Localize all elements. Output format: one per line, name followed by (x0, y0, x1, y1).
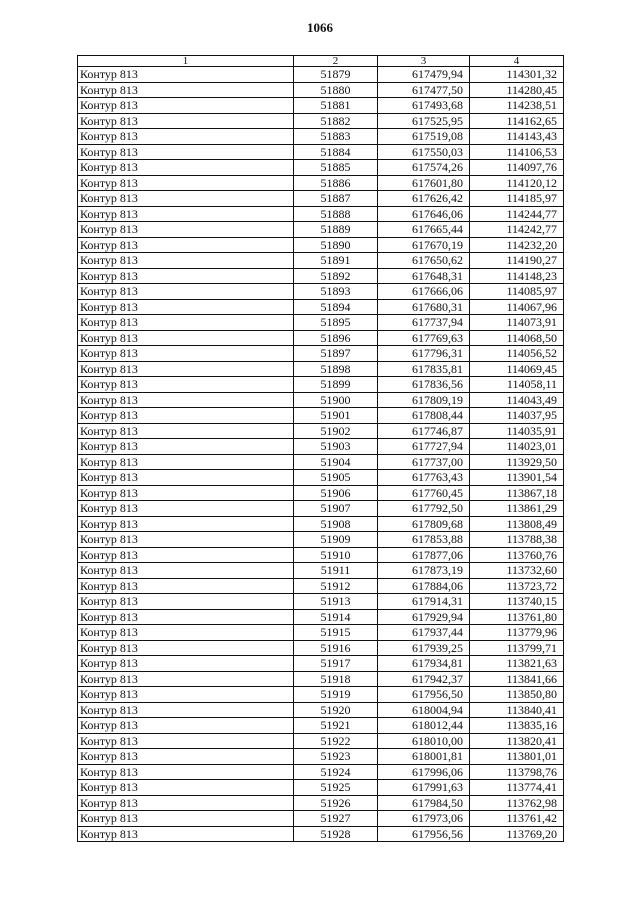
point-number-cell: 51924 (294, 764, 378, 780)
x-coordinate-cell: 617646,06 (378, 206, 470, 222)
table-row (78, 144, 564, 160)
contour-name-cell: Контур 813 (78, 454, 294, 470)
x-coordinate-cell: 617746,87 (378, 423, 470, 439)
y-coordinate-cell: 114068,50 (470, 330, 564, 346)
page-number: 1066 (307, 20, 333, 35)
y-coordinate-cell: 113840,41 (470, 702, 564, 718)
x-coordinate-cell: 617835,81 (378, 361, 470, 377)
contour-name-cell: Контур 813 (78, 795, 294, 811)
point-number-cell: 51896 (294, 330, 378, 346)
table-row (78, 315, 564, 331)
y-coordinate-cell: 114238,51 (470, 98, 564, 114)
x-coordinate-cell: 617760,45 (378, 485, 470, 501)
y-coordinate-cell: 113740,15 (470, 594, 564, 610)
x-coordinate-cell: 617991,63 (378, 780, 470, 796)
y-coordinate-cell: 113867,18 (470, 485, 564, 501)
point-number-cell: 51928 (294, 826, 378, 842)
contour-name-cell: Контур 813 (78, 361, 294, 377)
table-row (78, 656, 564, 672)
contour-name-cell: Контур 813 (78, 687, 294, 703)
table-row (78, 268, 564, 284)
y-coordinate-cell: 114056,52 (470, 346, 564, 362)
contour-name-cell: Контур 813 (78, 826, 294, 842)
table-row (78, 330, 564, 346)
x-coordinate-cell: 617680,31 (378, 299, 470, 315)
x-coordinate-cell: 618001,81 (378, 749, 470, 765)
column-header-4: 4 (470, 56, 564, 67)
y-coordinate-cell: 114232,20 (470, 237, 564, 253)
y-coordinate-cell: 114280,45 (470, 82, 564, 98)
table-header-row (78, 56, 564, 67)
contour-name-cell: Контур 813 (78, 408, 294, 424)
point-number-cell: 51915 (294, 625, 378, 641)
x-coordinate-cell: 617956,50 (378, 687, 470, 703)
contour-name-cell: Контур 813 (78, 82, 294, 98)
table-body (78, 67, 564, 842)
contour-name-cell: Контур 813 (78, 377, 294, 393)
y-coordinate-cell: 114085,97 (470, 284, 564, 300)
y-coordinate-cell: 113788,38 (470, 532, 564, 548)
x-coordinate-cell: 617550,03 (378, 144, 470, 160)
point-number-cell: 51885 (294, 160, 378, 176)
point-number-cell: 51911 (294, 563, 378, 579)
point-number-cell: 51884 (294, 144, 378, 160)
y-coordinate-cell: 114148,23 (470, 268, 564, 284)
x-coordinate-cell: 617769,63 (378, 330, 470, 346)
point-number-cell: 51889 (294, 222, 378, 238)
point-number-cell: 51927 (294, 811, 378, 827)
x-coordinate-cell: 617996,06 (378, 764, 470, 780)
table-row (78, 811, 564, 827)
table-row (78, 253, 564, 269)
table-row (78, 671, 564, 687)
table-row (78, 454, 564, 470)
contour-name-cell: Контур 813 (78, 206, 294, 222)
table-row (78, 532, 564, 548)
table-row (78, 361, 564, 377)
x-coordinate-cell: 617929,94 (378, 609, 470, 625)
y-coordinate-cell: 113861,29 (470, 501, 564, 517)
point-number-cell: 51920 (294, 702, 378, 718)
x-coordinate-cell: 617737,94 (378, 315, 470, 331)
contour-name-cell: Контур 813 (78, 346, 294, 362)
x-coordinate-cell: 617650,62 (378, 253, 470, 269)
contour-name-cell: Контур 813 (78, 330, 294, 346)
table-row (78, 160, 564, 176)
x-coordinate-cell: 617601,80 (378, 175, 470, 191)
table-row (78, 501, 564, 517)
point-number-cell: 51907 (294, 501, 378, 517)
contour-name-cell: Контур 813 (78, 160, 294, 176)
contour-name-cell: Контур 813 (78, 702, 294, 718)
x-coordinate-cell: 617937,44 (378, 625, 470, 641)
table-row (78, 640, 564, 656)
contour-name-cell: Контур 813 (78, 764, 294, 780)
y-coordinate-cell: 113774,41 (470, 780, 564, 796)
table-row (78, 377, 564, 393)
table-row (78, 346, 564, 362)
x-coordinate-cell: 617525,95 (378, 113, 470, 129)
point-number-cell: 51925 (294, 780, 378, 796)
table-row (78, 780, 564, 796)
point-number-cell: 51882 (294, 113, 378, 129)
x-coordinate-cell: 617877,06 (378, 547, 470, 563)
table-row (78, 191, 564, 207)
y-coordinate-cell: 114067,96 (470, 299, 564, 315)
point-number-cell: 51894 (294, 299, 378, 315)
y-coordinate-cell: 114037,95 (470, 408, 564, 424)
table-row (78, 82, 564, 98)
y-coordinate-cell: 113798,76 (470, 764, 564, 780)
contour-name-cell: Контур 813 (78, 144, 294, 160)
y-coordinate-cell: 114069,45 (470, 361, 564, 377)
table-row (78, 423, 564, 439)
x-coordinate-cell: 617809,68 (378, 516, 470, 532)
table-row (78, 284, 564, 300)
contour-name-cell: Контур 813 (78, 113, 294, 129)
x-coordinate-cell: 617808,44 (378, 408, 470, 424)
y-coordinate-cell: 113850,80 (470, 687, 564, 703)
y-coordinate-cell: 113769,20 (470, 826, 564, 842)
point-number-cell: 51905 (294, 470, 378, 486)
table-row (78, 702, 564, 718)
contour-name-cell: Контур 813 (78, 439, 294, 455)
contour-name-cell: Контур 813 (78, 640, 294, 656)
x-coordinate-cell: 617792,50 (378, 501, 470, 517)
contour-name-cell: Контур 813 (78, 470, 294, 486)
y-coordinate-cell: 113760,76 (470, 547, 564, 563)
y-coordinate-cell: 114162,65 (470, 113, 564, 129)
y-coordinate-cell: 113761,42 (470, 811, 564, 827)
table-row (78, 129, 564, 145)
table-row (78, 578, 564, 594)
table-row (78, 563, 564, 579)
point-number-cell: 51909 (294, 532, 378, 548)
y-coordinate-cell: 113841,66 (470, 671, 564, 687)
y-coordinate-cell: 114301,32 (470, 67, 564, 83)
table-row (78, 749, 564, 765)
x-coordinate-cell: 618004,94 (378, 702, 470, 718)
table-row (78, 733, 564, 749)
y-coordinate-cell: 114043,49 (470, 392, 564, 408)
contour-name-cell: Контур 813 (78, 67, 294, 83)
point-number-cell: 51923 (294, 749, 378, 765)
x-coordinate-cell: 617519,08 (378, 129, 470, 145)
point-number-cell: 51901 (294, 408, 378, 424)
y-coordinate-cell: 114097,76 (470, 160, 564, 176)
column-header-2: 2 (294, 56, 378, 67)
y-coordinate-cell: 113820,41 (470, 733, 564, 749)
table-row (78, 237, 564, 253)
y-coordinate-cell: 113835,16 (470, 718, 564, 734)
table-row (78, 222, 564, 238)
point-number-cell: 51917 (294, 656, 378, 672)
contour-name-cell: Контур 813 (78, 284, 294, 300)
x-coordinate-cell: 617884,06 (378, 578, 470, 594)
contour-name-cell: Контур 813 (78, 175, 294, 191)
point-number-cell: 51910 (294, 547, 378, 563)
contour-name-cell: Контур 813 (78, 609, 294, 625)
x-coordinate-cell: 617914,31 (378, 594, 470, 610)
point-number-cell: 51892 (294, 268, 378, 284)
table-row (78, 113, 564, 129)
table-row (78, 175, 564, 191)
table-row (78, 299, 564, 315)
table-row (78, 718, 564, 734)
contour-name-cell: Контур 813 (78, 485, 294, 501)
x-coordinate-cell: 617809,19 (378, 392, 470, 408)
y-coordinate-cell: 114185,97 (470, 191, 564, 207)
x-coordinate-cell: 618012,44 (378, 718, 470, 734)
contour-name-cell: Контур 813 (78, 547, 294, 563)
y-coordinate-cell: 113821,63 (470, 656, 564, 672)
point-number-cell: 51912 (294, 578, 378, 594)
contour-name-cell: Контур 813 (78, 222, 294, 238)
y-coordinate-cell: 113901,54 (470, 470, 564, 486)
y-coordinate-cell: 113723,72 (470, 578, 564, 594)
point-number-cell: 51906 (294, 485, 378, 501)
column-header-1: 1 (78, 56, 294, 67)
y-coordinate-cell: 113801,01 (470, 749, 564, 765)
x-coordinate-cell: 617836,56 (378, 377, 470, 393)
y-coordinate-cell: 113762,98 (470, 795, 564, 811)
table-row (78, 594, 564, 610)
y-coordinate-cell: 114073,91 (470, 315, 564, 331)
y-coordinate-cell: 114120,12 (470, 175, 564, 191)
contour-name-cell: Контур 813 (78, 671, 294, 687)
point-number-cell: 51921 (294, 718, 378, 734)
point-number-cell: 51880 (294, 82, 378, 98)
y-coordinate-cell: 114106,53 (470, 144, 564, 160)
point-number-cell: 51891 (294, 253, 378, 269)
x-coordinate-cell: 617479,94 (378, 67, 470, 83)
point-number-cell: 51904 (294, 454, 378, 470)
point-number-cell: 51887 (294, 191, 378, 207)
point-number-cell: 51916 (294, 640, 378, 656)
contour-name-cell: Контур 813 (78, 501, 294, 517)
table-row (78, 609, 564, 625)
x-coordinate-cell: 617956,56 (378, 826, 470, 842)
point-number-cell: 51919 (294, 687, 378, 703)
x-coordinate-cell: 617727,94 (378, 439, 470, 455)
y-coordinate-cell: 113779,96 (470, 625, 564, 641)
point-number-cell: 51897 (294, 346, 378, 362)
point-number-cell: 51903 (294, 439, 378, 455)
x-coordinate-cell: 617939,25 (378, 640, 470, 656)
contour-name-cell: Контур 813 (78, 718, 294, 734)
point-number-cell: 51914 (294, 609, 378, 625)
table-row (78, 687, 564, 703)
x-coordinate-cell: 617934,81 (378, 656, 470, 672)
table-row (78, 764, 564, 780)
x-coordinate-cell: 617670,19 (378, 237, 470, 253)
y-coordinate-cell: 114242,77 (470, 222, 564, 238)
y-coordinate-cell: 113761,80 (470, 609, 564, 625)
point-number-cell: 51918 (294, 671, 378, 687)
contour-name-cell: Контур 813 (78, 532, 294, 548)
table-row (78, 795, 564, 811)
x-coordinate-cell: 617493,68 (378, 98, 470, 114)
contour-name-cell: Контур 813 (78, 733, 294, 749)
contour-name-cell: Контур 813 (78, 392, 294, 408)
contour-name-cell: Контур 813 (78, 423, 294, 439)
contour-name-cell: Контур 813 (78, 811, 294, 827)
point-number-cell: 51893 (294, 284, 378, 300)
point-number-cell: 51879 (294, 67, 378, 83)
y-coordinate-cell: 113799,71 (470, 640, 564, 656)
contour-name-cell: Контур 813 (78, 656, 294, 672)
point-number-cell: 51900 (294, 392, 378, 408)
y-coordinate-cell: 114023,01 (470, 439, 564, 455)
point-number-cell: 51913 (294, 594, 378, 610)
y-coordinate-cell: 113808,49 (470, 516, 564, 532)
y-coordinate-cell: 113732,60 (470, 563, 564, 579)
point-number-cell: 51881 (294, 98, 378, 114)
point-number-cell: 51899 (294, 377, 378, 393)
x-coordinate-cell: 618010,00 (378, 733, 470, 749)
point-number-cell: 51902 (294, 423, 378, 439)
y-coordinate-cell: 114143,43 (470, 129, 564, 145)
table-row (78, 439, 564, 455)
point-number-cell: 51908 (294, 516, 378, 532)
contour-name-cell: Контур 813 (78, 563, 294, 579)
table-row (78, 470, 564, 486)
x-coordinate-cell: 617853,88 (378, 532, 470, 548)
contour-name-cell: Контур 813 (78, 268, 294, 284)
x-coordinate-cell: 617873,19 (378, 563, 470, 579)
table-row (78, 516, 564, 532)
x-coordinate-cell: 617984,50 (378, 795, 470, 811)
point-number-cell: 51886 (294, 175, 378, 191)
x-coordinate-cell: 617973,06 (378, 811, 470, 827)
point-number-cell: 51922 (294, 733, 378, 749)
y-coordinate-cell: 113929,50 (470, 454, 564, 470)
contour-name-cell: Контур 813 (78, 237, 294, 253)
contour-name-cell: Контур 813 (78, 253, 294, 269)
point-number-cell: 51895 (294, 315, 378, 331)
coordinates-table (77, 55, 564, 842)
contour-name-cell: Контур 813 (78, 749, 294, 765)
contour-name-cell: Контур 813 (78, 594, 294, 610)
point-number-cell: 51890 (294, 237, 378, 253)
x-coordinate-cell: 617737,00 (378, 454, 470, 470)
contour-name-cell: Контур 813 (78, 516, 294, 532)
table-row (78, 67, 564, 83)
x-coordinate-cell: 617477,50 (378, 82, 470, 98)
y-coordinate-cell: 114190,27 (470, 253, 564, 269)
table-row (78, 392, 564, 408)
x-coordinate-cell: 617942,37 (378, 671, 470, 687)
y-coordinate-cell: 114035,91 (470, 423, 564, 439)
x-coordinate-cell: 617648,31 (378, 268, 470, 284)
x-coordinate-cell: 617626,42 (378, 191, 470, 207)
y-coordinate-cell: 114244,77 (470, 206, 564, 222)
contour-name-cell: Контур 813 (78, 299, 294, 315)
contour-name-cell: Контур 813 (78, 315, 294, 331)
x-coordinate-cell: 617763,43 (378, 470, 470, 486)
contour-name-cell: Контур 813 (78, 578, 294, 594)
point-number-cell: 51883 (294, 129, 378, 145)
table-row (78, 547, 564, 563)
x-coordinate-cell: 617666,06 (378, 284, 470, 300)
table-row (78, 206, 564, 222)
column-header-3: 3 (378, 56, 470, 67)
contour-name-cell: Контур 813 (78, 625, 294, 641)
point-number-cell: 51888 (294, 206, 378, 222)
contour-name-cell: Контур 813 (78, 98, 294, 114)
table-row (78, 98, 564, 114)
table-row (78, 485, 564, 501)
point-number-cell: 51898 (294, 361, 378, 377)
x-coordinate-cell: 617574,26 (378, 160, 470, 176)
contour-name-cell: Контур 813 (78, 129, 294, 145)
table-row (78, 625, 564, 641)
contour-name-cell: Контур 813 (78, 191, 294, 207)
table-row (78, 826, 564, 842)
table-row (78, 408, 564, 424)
x-coordinate-cell: 617665,44 (378, 222, 470, 238)
point-number-cell: 51926 (294, 795, 378, 811)
x-coordinate-cell: 617796,31 (378, 346, 470, 362)
y-coordinate-cell: 114058,11 (470, 377, 564, 393)
contour-name-cell: Контур 813 (78, 780, 294, 796)
